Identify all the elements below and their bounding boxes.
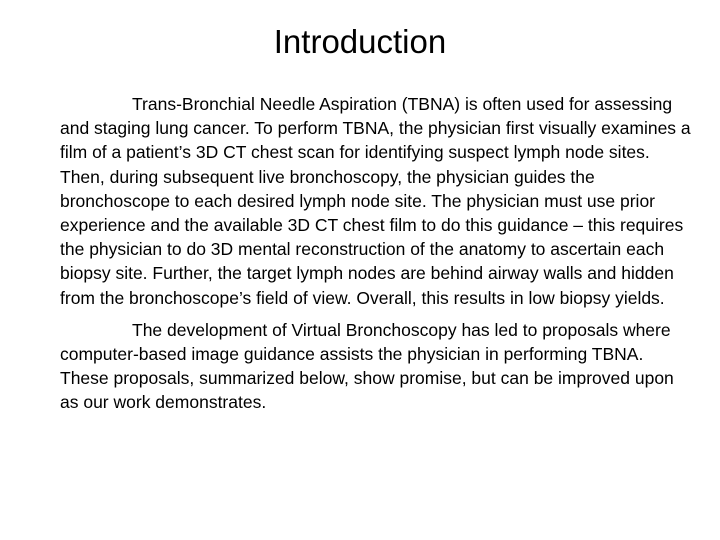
intro-paragraph-1: Trans-Bronchial Needle Aspiration (TBNA) is often used for assessing and staging lung cancer. To perform TBNA, the physician first visually examines a film of a patient’s 3D CT chest scan for identifying suspect lymph node sites. Then, during subsequent live bronchoscopy, the physician guides the bronchoscope to each desired lymph node site. The physician must use prior experience and the available 3D CT chest film to do this guidance – this requires the physician to do 3D mental reconstruction of the anatomy to ascertain each biopsy site. Further, the target lymph nodes are behind airway walls and hidden from the bronchoscope’s field of view. Overall, this results in low biopsy yields. <box>60 94 691 308</box>
slide-body <box>60 92 696 423</box>
slide-title: Introduction <box>273 23 447 60</box>
intro-paragraph-2: The development of Virtual Bronchoscopy has led to proposals where computer-based image guidance assists the physician in performing TBNA. These proposals, summarized below, show promise, but can be improved upon as our work demonstrates. <box>60 319 674 413</box>
